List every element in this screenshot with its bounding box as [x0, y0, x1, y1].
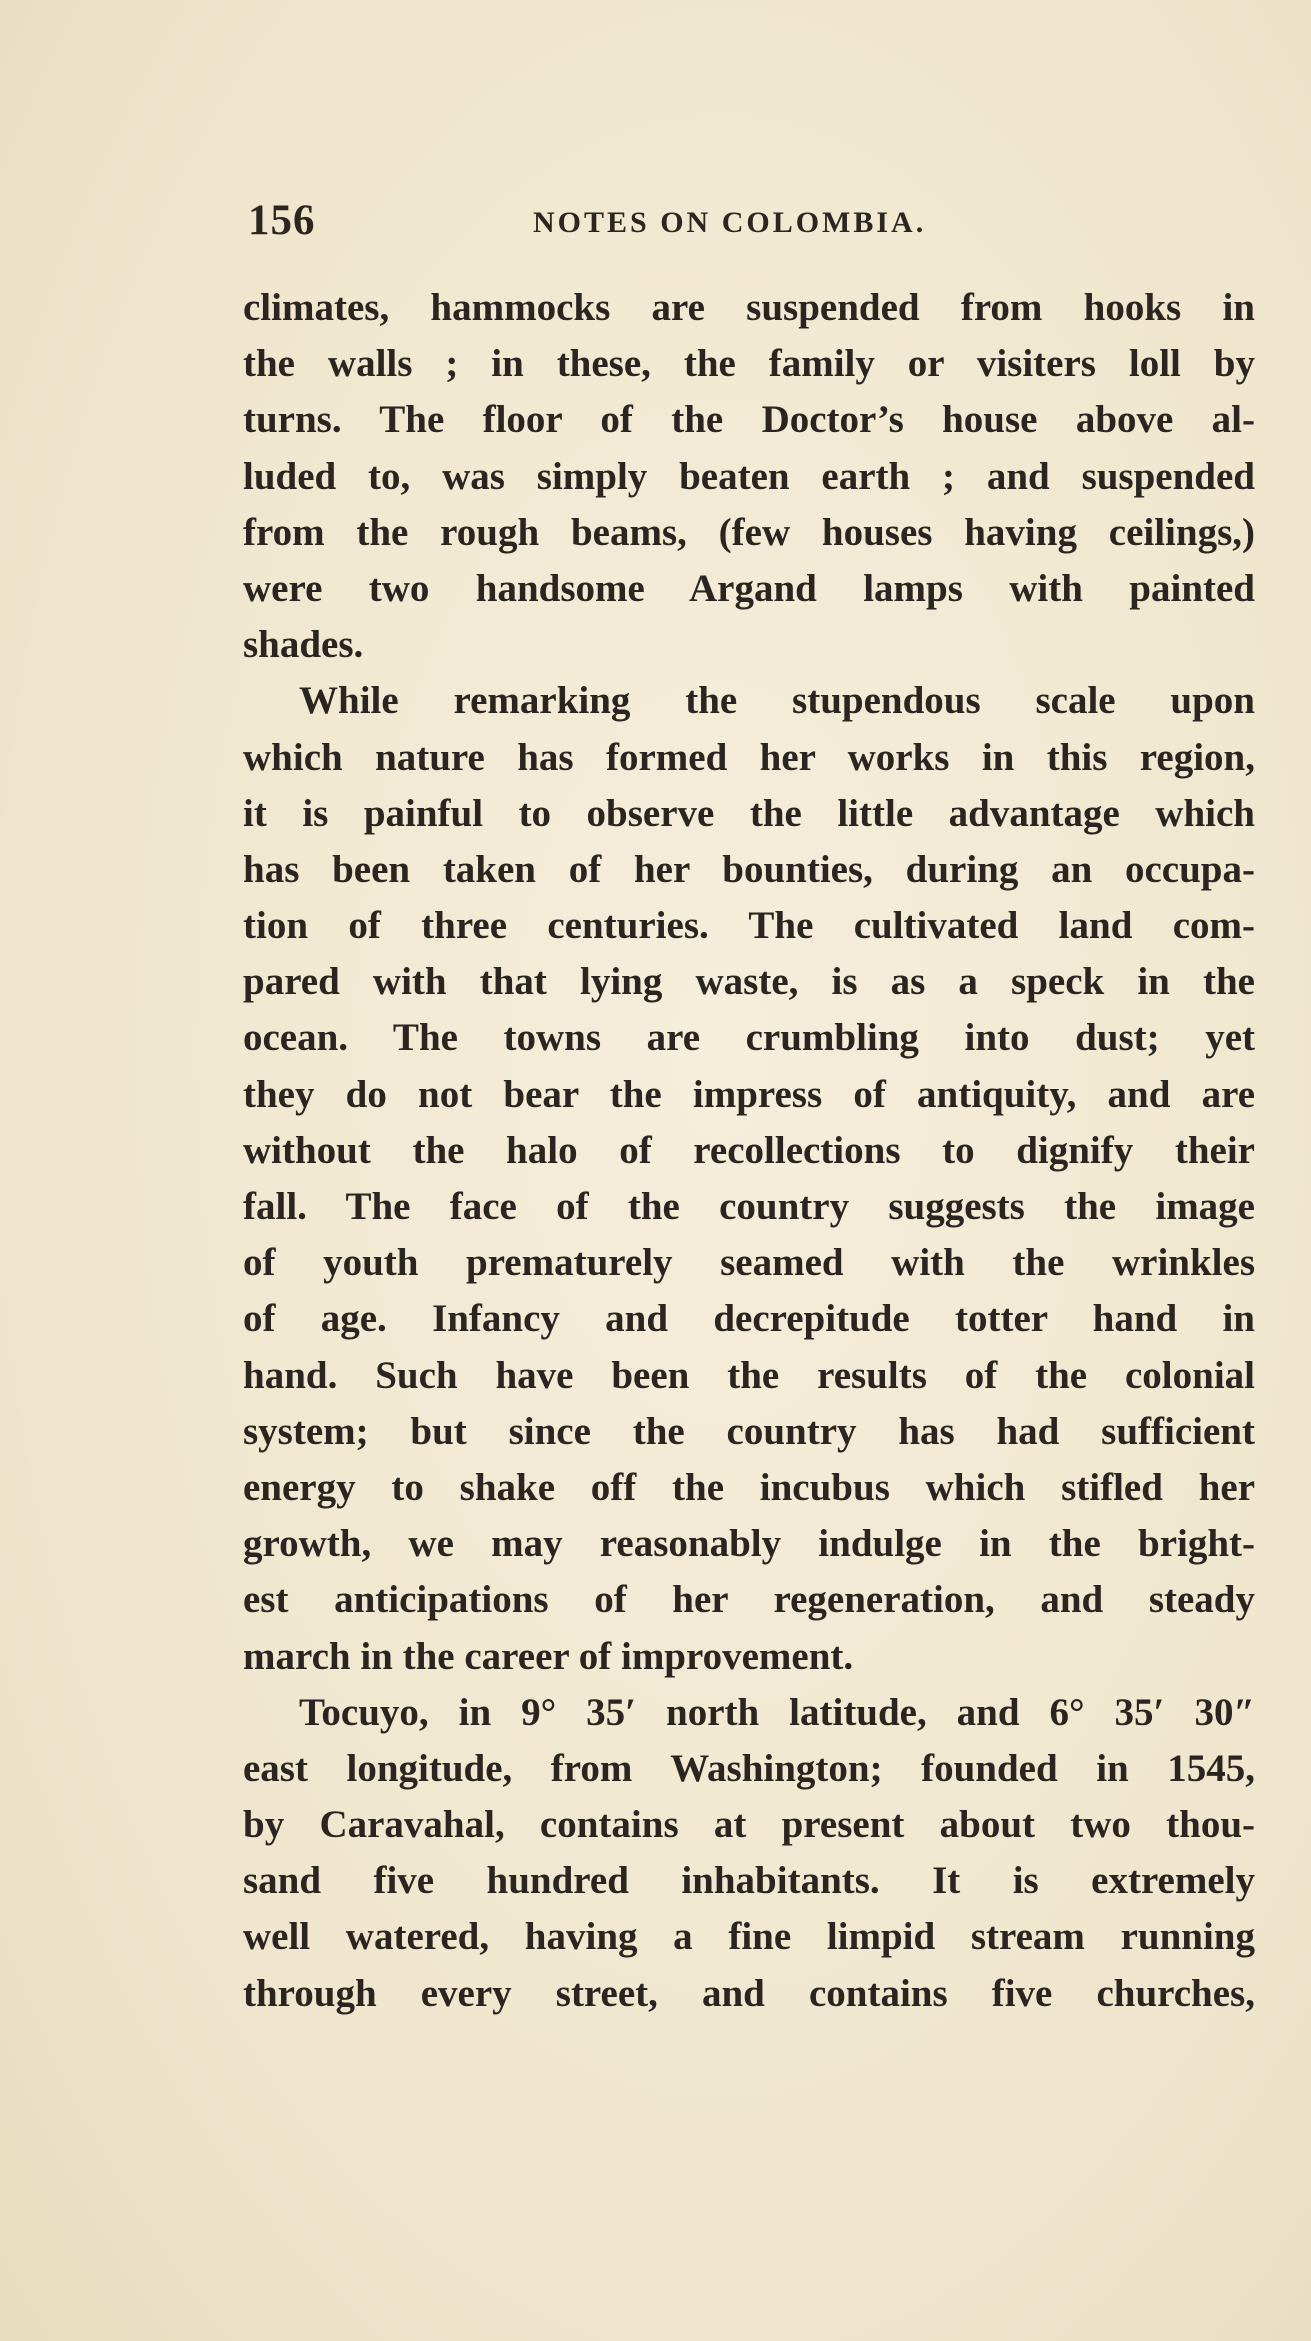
text-line: growth, we may reasonably indulge in the bright- [243, 1522, 1255, 1566]
text-line: system; but since the country has had sufficient [243, 1409, 1255, 1453]
running-title: NOTES ON COLOMBIA. [533, 206, 927, 239]
running-head [243, 196, 1263, 248]
text-line: they do not bear the impress of antiquity, and are [243, 1072, 1255, 1116]
text-line: from the rough beams, (few houses having ceilings,) [243, 510, 1255, 554]
text-line: has been taken of her bounties, during an occupa- [243, 847, 1255, 891]
text-line: well watered, having a fine limpid stream running [243, 1915, 1255, 1959]
text-line: which nature has formed her works in this region, [243, 735, 1255, 779]
text-line: Tocuyo, in 9° 35′ north latitude, and 6° 35′ 30″ [299, 1690, 1255, 1734]
paragraph [243, 1685, 1255, 2022]
text-line: fall. The face of the country suggests the image [243, 1185, 1255, 1228]
text-line: without the halo of recollections to dignify their [243, 1128, 1255, 1172]
text-line: While remarking the stupendous scale upon [299, 679, 1255, 723]
text-line: pared with that lying waste, is as a speck in the [243, 960, 1255, 1004]
text-line: ocean. The towns are crumbling into dust; yet [243, 1016, 1255, 1060]
text-line: tion of three centuries. The cultivated land com- [243, 904, 1255, 948]
text-line: east longitude, from Washington; founded in 1545, [243, 1746, 1255, 1790]
text-line: est anticipations of her regeneration, and steady [243, 1578, 1255, 1622]
text-line: climates, hammocks are suspended from hooks in [243, 286, 1255, 329]
paragraph [243, 673, 1255, 1684]
text-line: of youth prematurely seamed with the wrinkles [243, 1241, 1255, 1285]
text-line: through every street, and contains five churches, [243, 1971, 1255, 2015]
text-line: hand. Such have been the results of the colonial [243, 1353, 1255, 1397]
text-line: by Caravahal, contains at present about two thou- [243, 1803, 1255, 1847]
text-line: sand five hundred inhabitants. It is extremely [243, 1859, 1255, 1903]
text-line: march in the career of improvement. [243, 1634, 854, 1678]
text-line: energy to shake off the incubus which stifled her [243, 1465, 1255, 1509]
text-line: turns. The floor of the Doctor’s house above al- [243, 398, 1255, 442]
text-line: it is painful to observe the little advantage which [243, 791, 1255, 835]
page-number: 156 [248, 197, 316, 244]
text-line: of age. Infancy and decrepitude totter hand in [243, 1297, 1255, 1341]
paragraph [243, 280, 1255, 673]
text-line: the walls ; in these, the family or visiters loll by [243, 342, 1255, 386]
text-line: luded to, was simply beaten earth ; and suspended [243, 454, 1255, 498]
text-line: shades. [243, 623, 364, 667]
text-line: were two handsome Argand lamps with painted [243, 566, 1255, 610]
body-text [243, 280, 1255, 2022]
